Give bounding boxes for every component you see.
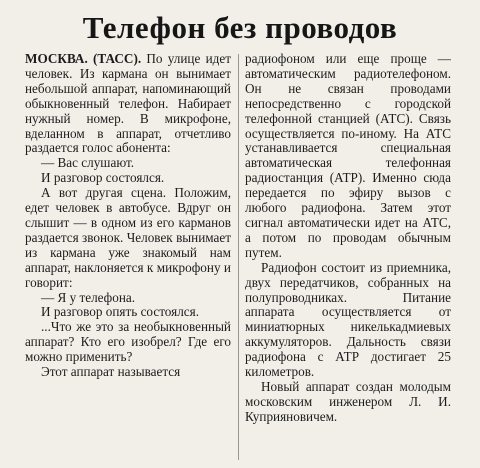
paragraph: Радиофон состоит из приемника, двух передатчиков, собранных на полупроводниках. Питание аппарата осуществляется от миниатюрных никелькадмиевых аккумуляторов. Дальность связи радиофона с АТР достигает 25 километров. [245,259,451,380]
paragraph: И разговор опять состоялся. [41,304,199,320]
left-column [25,52,231,380]
headline: Телефон без проводов [82,10,398,45]
paragraph: И разговор состоялся. [41,170,165,186]
paragraph [25,52,231,156]
paragraph: — Вас слушают. [41,155,135,171]
paragraph-text: По улице идет человек. Из кармана он вынимает небольшой аппарат, напоминающий обыкновенный телефон. Набирает нужный номер. В микрофоне, вделанном в аппарат, отчетливо раздается голос абонента: [25,51,231,156]
dateline: МОСКВА. (ТАСС). [25,51,142,66]
paragraph: ...Что же это за необыкновенный аппарат? Кто его изобрел? Где его можно применить? [25,319,231,365]
paragraph: Новый аппарат создан молодым московским инженером Л. И. Куприяновичем. [245,378,451,424]
paragraph: радиофоном или еще проще — автоматическим радиотелефоном. Он не связан проводами непосредственно с городской телефонной станцией (АТС). Связь осуществляется по-иному. На АТС устанавливается специальная автоматическая телефонная радиостанция (АТР). Именно сюда передается по эфиру вызов с любого радиофона. Затем этот сигнал автоматически идет на АТС, а потом по проводам обычным путем. [245,51,451,260]
paragraph: — Я у телефона. [41,289,136,305]
paragraph: А вот другая сцена. Положим, едет человек в автобусе. Вдруг он слышит — в одном из его карманов раздается звонок. Человек вынимает из кармана уже знакомый нам аппарат, наклоняется к микрофону и говорит: [25,185,231,290]
column-divider [238,54,239,460]
right-column [245,52,451,425]
paragraph: Этот аппарат называется [41,364,181,380]
